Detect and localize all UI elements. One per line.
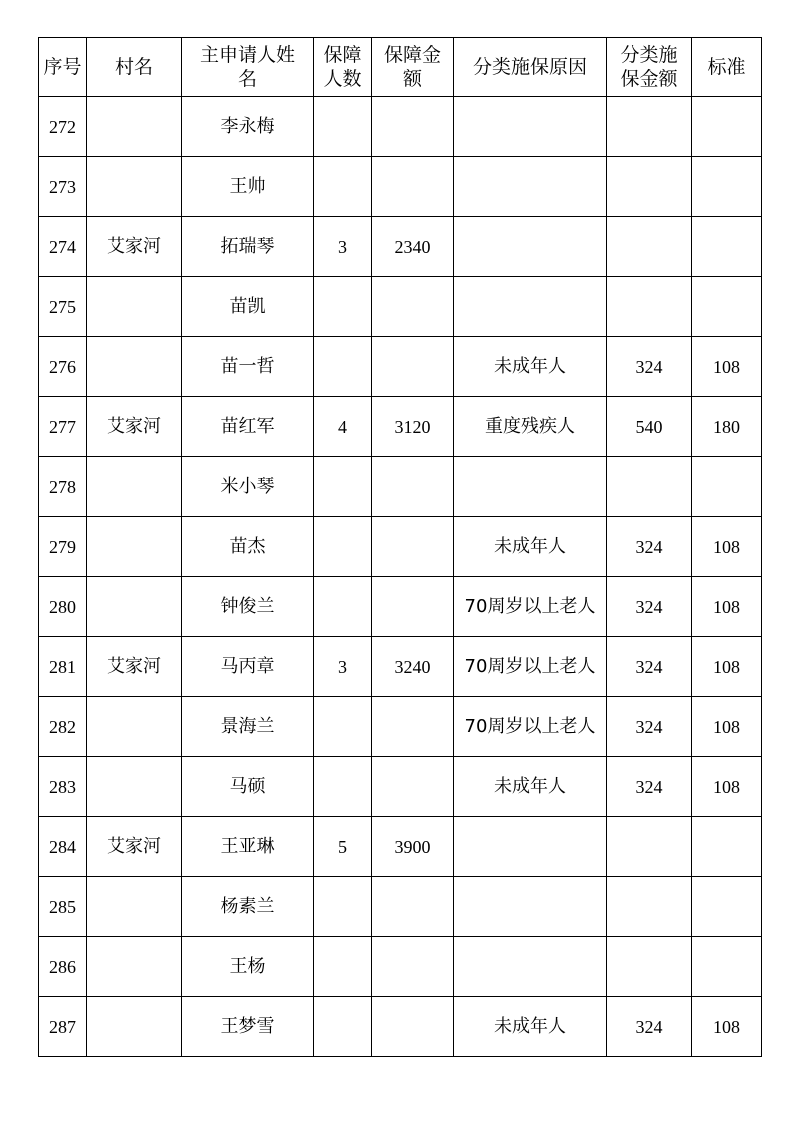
table-row: [39, 157, 762, 217]
table-row: [39, 697, 762, 757]
cell-covered-count: [314, 997, 372, 1057]
cell-covered-count: [314, 697, 372, 757]
cell-covered-amount: 2340: [372, 217, 454, 277]
cell-covered-amount: [372, 937, 454, 997]
cell-applicant: 王亚琳: [182, 817, 314, 877]
cell-category-reason: 未成年人: [454, 517, 607, 577]
header-covered-amount: [372, 38, 454, 97]
cell-covered-amount: [372, 697, 454, 757]
cell-standard: [692, 157, 762, 217]
cell-standard: [692, 217, 762, 277]
table-row: [39, 397, 762, 457]
cell-covered-count: [314, 457, 372, 517]
header-applicant-text: 主申请人姓名: [199, 44, 295, 90]
cell-index: 274: [39, 217, 87, 277]
cell-covered-amount: 3120: [372, 397, 454, 457]
cell-category-amount: [607, 97, 692, 157]
cell-standard: 108: [692, 337, 762, 397]
cell-applicant: 苗红军: [182, 397, 314, 457]
cell-applicant: 苗杰: [182, 517, 314, 577]
cell-category-amount: [607, 217, 692, 277]
cell-index: 283: [39, 757, 87, 817]
cell-category-amount: 324: [607, 337, 692, 397]
cell-village: 艾家河: [87, 817, 182, 877]
cell-village: [87, 517, 182, 577]
cell-covered-amount: [372, 457, 454, 517]
cell-standard: [692, 937, 762, 997]
cell-village: [87, 877, 182, 937]
cell-index: 281: [39, 637, 87, 697]
cell-covered-amount: [372, 97, 454, 157]
cell-village: [87, 457, 182, 517]
cell-category-amount: [607, 817, 692, 877]
cell-index: 278: [39, 457, 87, 517]
cell-covered-count: [314, 517, 372, 577]
cell-covered-amount: [372, 517, 454, 577]
cell-index: 285: [39, 877, 87, 937]
cell-village: [87, 997, 182, 1057]
cell-covered-count: [314, 157, 372, 217]
table-row: [39, 277, 762, 337]
cell-category-amount: 324: [607, 577, 692, 637]
cell-village: 艾家河: [87, 217, 182, 277]
table-row: [39, 757, 762, 817]
cell-category-reason: [454, 937, 607, 997]
cell-applicant: 马丙章: [182, 637, 314, 697]
cell-applicant: 王帅: [182, 157, 314, 217]
cell-index: 279: [39, 517, 87, 577]
cell-applicant: 苗一哲: [182, 337, 314, 397]
cell-village: [87, 697, 182, 757]
cell-covered-count: [314, 877, 372, 937]
cell-category-amount: 324: [607, 637, 692, 697]
cell-applicant: 苗凯: [182, 277, 314, 337]
cell-covered-amount: 3900: [372, 817, 454, 877]
cell-category-reason: [454, 457, 607, 517]
header-index: 序号: [39, 38, 87, 97]
cell-category-reason: [454, 97, 607, 157]
header-covered-amount-text: 保障金额: [383, 44, 441, 90]
cell-standard: 108: [692, 997, 762, 1057]
cell-covered-amount: [372, 877, 454, 937]
cell-standard: 108: [692, 517, 762, 577]
table-row: [39, 217, 762, 277]
header-standard: 标准: [692, 38, 762, 97]
cell-index: 276: [39, 337, 87, 397]
table-row: [39, 937, 762, 997]
cell-applicant: 李永梅: [182, 97, 314, 157]
cell-category-reason: 未成年人: [454, 757, 607, 817]
cell-standard: 180: [692, 397, 762, 457]
cell-index: 284: [39, 817, 87, 877]
cell-index: 286: [39, 937, 87, 997]
cell-index: 273: [39, 157, 87, 217]
cell-category-reason: [454, 217, 607, 277]
cell-category-reason: 未成年人: [454, 337, 607, 397]
header-category-amount: [607, 38, 692, 97]
cell-covered-amount: [372, 577, 454, 637]
cell-index: 282: [39, 697, 87, 757]
cell-index: 272: [39, 97, 87, 157]
table-row: [39, 997, 762, 1057]
cell-village: [87, 937, 182, 997]
cell-standard: [692, 97, 762, 157]
cell-village: [87, 577, 182, 637]
table-row: [39, 517, 762, 577]
cell-village: [87, 97, 182, 157]
table-row: [39, 577, 762, 637]
cell-index: 287: [39, 997, 87, 1057]
cell-applicant: 马硕: [182, 757, 314, 817]
cell-village: [87, 157, 182, 217]
cell-village: [87, 757, 182, 817]
cell-covered-count: [314, 937, 372, 997]
cell-category-amount: 324: [607, 517, 692, 577]
cell-covered-amount: [372, 277, 454, 337]
cell-category-reason: 重度残疾人: [454, 397, 607, 457]
table-row: [39, 97, 762, 157]
table-row: [39, 637, 762, 697]
cell-standard: 108: [692, 637, 762, 697]
cell-category-amount: 324: [607, 757, 692, 817]
cell-covered-count: [314, 757, 372, 817]
table-row: [39, 457, 762, 517]
cell-category-amount: [607, 277, 692, 337]
header-applicant: [182, 38, 314, 97]
cell-village: 艾家河: [87, 637, 182, 697]
cell-covered-amount: [372, 157, 454, 217]
cell-applicant: 拓瑞琴: [182, 217, 314, 277]
table-row: [39, 817, 762, 877]
cell-category-amount: [607, 457, 692, 517]
table-header-row: [39, 38, 762, 97]
assistance-roster-table: [38, 37, 762, 1057]
cell-index: 277: [39, 397, 87, 457]
header-category-amount-text: 分类施保金额: [620, 44, 678, 90]
header-covered-count-text: 保障人数: [323, 44, 362, 90]
cell-category-reason: [454, 277, 607, 337]
cell-covered-count: [314, 277, 372, 337]
cell-category-amount: [607, 157, 692, 217]
cell-covered-amount: [372, 757, 454, 817]
cell-category-reason: 70周岁以上老人: [454, 577, 607, 637]
cell-standard: 108: [692, 757, 762, 817]
cell-category-reason: 70周岁以上老人: [454, 637, 607, 697]
cell-village: [87, 337, 182, 397]
header-village: 村名: [87, 38, 182, 97]
cell-village: 艾家河: [87, 397, 182, 457]
cell-category-reason: [454, 817, 607, 877]
cell-standard: [692, 277, 762, 337]
cell-applicant: 杨素兰: [182, 877, 314, 937]
table-row: [39, 337, 762, 397]
cell-applicant: 王杨: [182, 937, 314, 997]
cell-applicant: 景海兰: [182, 697, 314, 757]
cell-index: 275: [39, 277, 87, 337]
header-covered-count: [314, 38, 372, 97]
cell-covered-amount: [372, 997, 454, 1057]
cell-covered-count: [314, 97, 372, 157]
cell-applicant: 钟俊兰: [182, 577, 314, 637]
cell-applicant: 米小琴: [182, 457, 314, 517]
cell-covered-count: 3: [314, 637, 372, 697]
cell-covered-count: [314, 577, 372, 637]
table-row: [39, 877, 762, 937]
cell-standard: [692, 817, 762, 877]
cell-category-reason: 未成年人: [454, 997, 607, 1057]
cell-standard: [692, 877, 762, 937]
cell-category-reason: [454, 157, 607, 217]
cell-category-amount: [607, 877, 692, 937]
cell-category-reason: [454, 877, 607, 937]
cell-covered-count: 4: [314, 397, 372, 457]
cell-category-amount: 324: [607, 697, 692, 757]
cell-standard: 108: [692, 697, 762, 757]
cell-standard: 108: [692, 577, 762, 637]
cell-index: 280: [39, 577, 87, 637]
cell-category-amount: 540: [607, 397, 692, 457]
cell-covered-amount: 3240: [372, 637, 454, 697]
cell-covered-count: 5: [314, 817, 372, 877]
cell-category-amount: 324: [607, 997, 692, 1057]
cell-village: [87, 277, 182, 337]
cell-applicant: 王梦雪: [182, 997, 314, 1057]
table-body: [39, 97, 762, 1057]
header-category-reason: 分类施保原因: [454, 38, 607, 97]
cell-category-reason: 70周岁以上老人: [454, 697, 607, 757]
cell-standard: [692, 457, 762, 517]
cell-category-amount: [607, 937, 692, 997]
cell-covered-count: 3: [314, 217, 372, 277]
cell-covered-amount: [372, 337, 454, 397]
cell-covered-count: [314, 337, 372, 397]
